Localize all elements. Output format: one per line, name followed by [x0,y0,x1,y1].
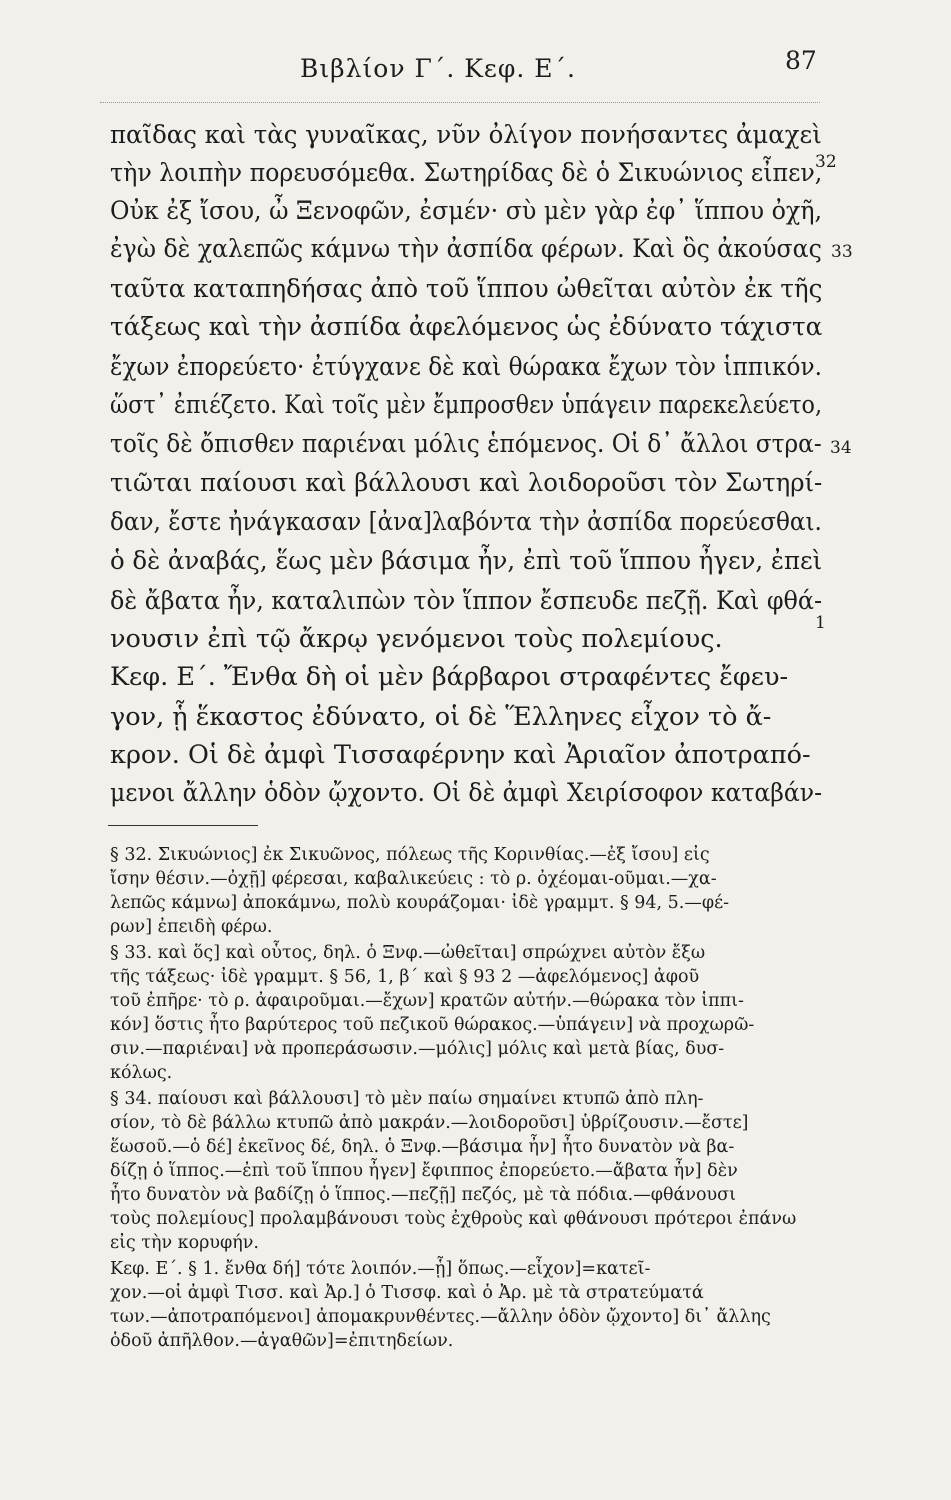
running-head: Βιβλίον Γ΄. Κεφ. Ε΄. [300,54,576,83]
footnote-line: τῆς τάξεως· ἰδὲ γραμμτ. § 56, 1, β΄ καὶ § 93 2 —ἀφελόμενος] ἀφοῦ [110,967,700,987]
footnote-rule [108,825,258,826]
text-line: τὴν λοιπὴν πορευσόμεθα. Σωτηρίδας δὲ ὁ Σικυώνιος εἶπεν, [110,158,823,188]
footnote-line: τοὺς πολεμίους] προλαμβάνουσι τοὺς ἐχθροὺς καὶ φθάνουσι πρότεροι ἐπάνω [110,1209,797,1229]
text-line: τιῶται παίουσι καὶ βάλλουσι καὶ λοιδοροῦσι τὸν Σωτηρί- [110,468,823,498]
text-line: ἐγὼ δὲ χαλεπῶς κάμνω τὴν ἀσπίδα φέρων. Καὶ ὃς ἀκούσας [110,234,822,264]
footnote-line: σιν.—παριέναι] νὰ προπεράσωσιν.—μόλις] μόλις καὶ μετὰ βίας, δυσ- [110,1039,725,1059]
section-number: 34 [830,438,852,458]
text-line: τάξεως καὶ τὴν ἀσπίδα ἀφελόμενος ὡς ἐδύνατο τάχιστα [110,312,823,342]
text-line: ὁ δὲ ἀναβάς, ἕως μὲν βάσιμα ἦν, ἐπὶ τοῦ ἵππου ἦγεν, ἐπεὶ [110,546,823,576]
text-line: ἔχων ἐπορεύετο· ἐτύγχανε δὲ καὶ θώρακα ἔχων τὸν ἱππικόν. [110,352,822,382]
text-line: νουσιν ἐπὶ τῷ ἄκρῳ γενόμενοι τοὺς πολεμίους. [110,624,723,654]
footnote-line: ὁδοῦ ἀπῆλθον.—ἀγαθῶν]=ἐπιτηδείων. [110,1331,454,1351]
section-number: 33 [831,242,853,262]
footnote-line: Κεφ. Ε΄. § 1. ἔνθα δή] τότε λοιπόν.—ᾗ] ὅπως.—εἶχον]=κατεῖ- [110,1259,651,1279]
footnote-line: § 32. Σικυώνιος] ἐκ Σικυῶνος, πόλεως τῆς Κορινθίας.—ἐξ ἴσου] εἰς [110,845,710,865]
footnote-line: σίον, τὸ δὲ βάλλω κτυπῶ ἀπὸ μακράν.—λοιδοροῦσι] ὑβρίζουσιν.—ἔστε] [110,1113,749,1133]
text-line: κρον. Οἱ δὲ ἀμφὶ Τισσαφέρνην καὶ Ἀριαῖον ἀποτραπό- [110,740,811,770]
footnote-line: τοῦ ἐπῆρε· τὸ ρ. ἀφαιροῦμαι.—ἔχων] κρατῶν αὐτήν.—θώρακα τὸν ἱππι- [110,991,744,1011]
text-line: τοῖς δὲ ὄπισθεν παριέναι μόλις ἑπόμενος. Οἱ δ᾽ ἄλλοι στρα- [110,429,822,459]
text-line: γον, ᾗ ἕκαστος ἐδύνατο, οἱ δὲ Ἕλληνες εἶχον τὸ ἄ- [110,702,772,732]
footnote-line: κόλως. [110,1063,173,1083]
text-line: ὥστ᾽ ἐπιέζετο. Καὶ τοῖς μὲν ἔμπροσθεν ὑπάγειν παρεκελεύετο, [110,390,823,420]
footnote-line: ἕωσοῦ.—ὁ δέ] ἐκεῖνος δέ, δηλ. ὁ Ξνφ.—βάσιμα ἦν] ἦτο δυνατὸν νὰ βα- [110,1137,735,1157]
footnote-line: § 33. καὶ ὅς] καὶ οὗτος, δηλ. ὁ Ξνφ.—ὠθεῖται] σπρώχνει αὐτὸν ἔξω [110,943,706,963]
text-line: μενοι ἄλλην ὁδὸν ᾤχοντο. Οἱ δὲ ἀμφὶ Χειρίσοφον καταβάν- [110,778,823,808]
section-number: 1 [815,613,826,633]
footnote-line: κόν] ὅστις ἦτο βαρύτερος τοῦ πεζικοῦ θώρακος.—ὑπάγειν] νὰ προχωρῶ- [110,1015,755,1035]
text-line: παῖδας καὶ τὰς γυναῖκας, νῦν ὀλίγον πονήσαντες ἀμαχεὶ [110,120,822,150]
page-number: 87 [785,46,817,75]
footnote-line: των.—ἀποτραπόμενοι] ἀπομακρυνθέντες.—ἄλλην ὁδὸν ᾤχοντο] δι᾽ ἄλλης [110,1307,771,1327]
page-header [0,44,951,88]
footnote-line: λεπῶς κάμνω] ἀποκάμνω, πολὺ κουράζομαι· ἰδὲ γραμμτ. § 94, 5.—φέ- [110,893,730,913]
text-line: δαν, ἔστε ἠνάγκασαν [ἀνα]λαβόντα τὴν ἀσπίδα πορεύεσθαι. [110,507,822,537]
footnote-line: ρων] ἐπειδὴ φέρω. [110,917,273,937]
section-number: 32 [815,152,837,172]
text-line: ταῦτα καταπηδήσας ἀπὸ τοῦ ἵππου ὠθεῖται αὐτὸν ἐκ τῆς [110,274,823,304]
text-line: Κεφ. Ε΄. Ἔνθα δὴ οἱ μὲν βάρβαροι στραφέντες ἔφευ- [110,662,789,692]
footnote-line: χον.—οἱ ἀμφὶ Τισσ. καὶ Ἀρ.] ὁ Τισσφ. καὶ ὁ Ἀρ. μὲ τὰ στρατεύματά [110,1283,704,1303]
header-rule [100,102,820,103]
text-line: δὲ ἄβατα ἦν, καταλιπὼν τὸν ἵππον ἔσπευδε πεζῇ. Καὶ φθά- [110,586,823,616]
footnote-line: § 34. παίουσι καὶ βάλλουσι] τὸ μὲν παίω σημαίνει κτυπῶ ἀπὸ πλη- [110,1089,704,1109]
footnote-line: ἦτο δυνατὸν νὰ βαδίζῃ ὁ ἵππος.—πεζῇ] πεζός, μὲ τὰ πόδια.—φθάνουσι [110,1185,736,1205]
footnote-line: ἴσην θέσιν.—ὀχῇ] φέρεσαι, καβαλικεύεις : τὸ ρ. ὀχέομαι-οῦμαι.—χα- [110,869,717,889]
text-line: Οὐκ ἐξ ἴσου, ὦ Ξενοφῶν, ἐσμέν· σὺ μὲν γὰρ ἐφ᾽ ἵππου ὀχῆ, [110,196,823,226]
footnote-line: εἰς τὴν κορυφήν. [110,1233,259,1253]
footnote-line: δίζῃ ὁ ἵππος.—ἐπὶ τοῦ ἵππου ἦγεν] ἔφιππος ἐπορεύετο.—ἄβατα ἦν] δὲν [110,1161,738,1181]
